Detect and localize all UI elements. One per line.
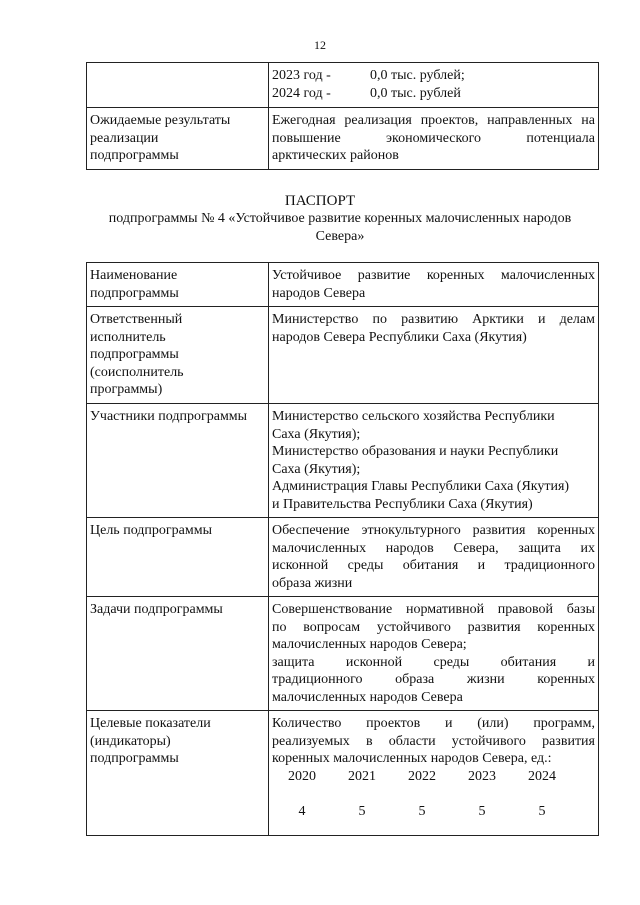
row-tasks-label: Задачи подпрограммы — [87, 597, 269, 711]
indicator-value: 5 — [418, 804, 426, 819]
funding-line-2024: 2024 год - 0,0 тыс. рублей — [272, 85, 461, 101]
indicator-year: 2020 — [288, 768, 316, 784]
funding-line-2023: 2023 год - 0,0 тыс. рублей; — [272, 68, 465, 83]
row-indicators-label: Целевые показатели (индикаторы) подпрограммы — [87, 711, 269, 836]
funding-label-cell — [87, 63, 269, 108]
indicator-year: 2022 — [408, 768, 436, 784]
passport-title: ПАСПОРТ — [284, 193, 356, 209]
expected-results-label: Ожидаемые результаты реализации подпрограммы — [87, 108, 269, 170]
row-goal-label: Цель подпрограммы — [87, 518, 269, 597]
indicator-value: 5 — [478, 804, 486, 819]
row-participants-label: Участники подпрограммы — [87, 404, 269, 518]
funding-row — [87, 63, 599, 108]
row-responsible-value: Министерство по развитию Арктики и делам народов Севера Республики Саха (Якутия) — [269, 307, 599, 404]
indicator-year: 2024 — [528, 768, 556, 784]
expected-results-value: Ежегодная реализация проектов, направленных на повышение экономического потенциала арктических районов — [269, 108, 599, 170]
row-tasks — [87, 597, 599, 711]
indicator-values — [272, 803, 574, 821]
indicator-year: 2021 — [348, 768, 376, 784]
row-goal — [87, 518, 599, 597]
row-name-label: Наименование подпрограммы — [87, 263, 269, 307]
row-name — [87, 263, 599, 307]
page-number: 12 — [314, 38, 326, 52]
passport-table — [86, 262, 599, 836]
indicator-value: 4 — [298, 804, 306, 819]
funding-value-cell — [269, 63, 599, 108]
indicator-value: 5 — [358, 804, 366, 819]
indicator-value: 5 — [538, 804, 546, 819]
indicator-year: 2023 — [468, 768, 496, 784]
expected-results-row — [87, 108, 599, 170]
row-participants-value: Министерство сельского хозяйства Республики Саха (Якутия); Министерство образования и науки Республики Саха (Якутия); Администрация Главы Республики Саха (Якутия) и Правительства Республики Саха (Якутия) — [269, 404, 599, 518]
indicator-years — [272, 768, 574, 786]
row-indicators-value: Количество проектов и (или) программ, реализуемых в области устойчивого развития коренных малочисленных народов Севера, ед.: 2020 2021 2022 2023 2024 4 5 5 5 5 — [269, 711, 599, 836]
row-name-value: Устойчивое развитие коренных малочисленных народов Севера — [269, 263, 599, 307]
top-table — [86, 62, 599, 170]
row-indicators — [87, 711, 599, 836]
row-responsible-label: Ответственный исполнитель подпрограммы (соисполнитель программы) — [87, 307, 269, 404]
row-participants — [87, 404, 599, 518]
row-goal-value: Обеспечение этнокультурного развития коренных малочисленных народов Севера, защита их исконной среды обитания и традиционного образа жизни — [269, 518, 599, 597]
row-tasks-value: Совершенствование нормативной правовой базы по вопросам устойчивого развития коренных малочисленных народов Севера; защита исконной среды обитания и традиционного образа жизни коренных малочисленных народов Севера — [269, 597, 599, 711]
row-responsible — [87, 307, 599, 404]
passport-subtitle: подпрограммы № 4 «Устойчивое развитие коренных малочисленных народов Севера» — [108, 211, 572, 244]
